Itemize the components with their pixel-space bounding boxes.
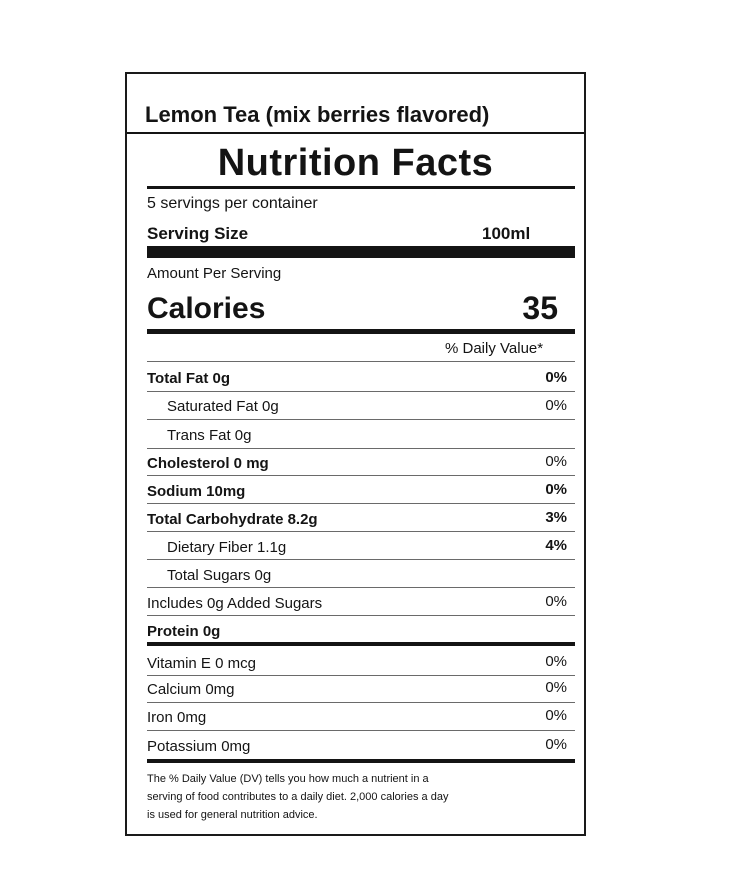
calcium-dv: 0%: [545, 679, 567, 696]
nutrient-total-sugars: Total Sugars 0g: [167, 567, 272, 584]
nutrient-added-sugars-dv: 0%: [545, 593, 567, 610]
nutrient-cholesterol: Cholesterol 0 mg: [147, 455, 269, 472]
footnote-line: The % Daily Value (DV) tells you how much a nutrient in a: [147, 773, 429, 785]
potassium: Potassium 0mg: [147, 738, 251, 755]
nutrition-facts-label: [125, 72, 586, 836]
nutrient-total-carbohydrate: Total Carbohydrate 8.2g: [147, 511, 318, 528]
nutrient-saturated-fat: Saturated Fat 0g: [167, 398, 279, 415]
nutrient-dietary-fiber-dv: 4%: [545, 537, 567, 554]
footnote-line: is used for general nutrition advice.: [147, 809, 318, 821]
amount-per-serving: Amount Per Serving: [147, 265, 282, 282]
vitamin-e: Vitamin E 0 mcg: [147, 655, 256, 672]
potassium-dv: 0%: [545, 736, 567, 753]
calories-label: Calories: [147, 292, 266, 325]
divider: [147, 730, 575, 731]
iron: Iron 0mg: [147, 709, 207, 726]
iron-dv: 0%: [545, 707, 567, 724]
panel-heading: Nutrition Facts: [217, 142, 494, 184]
divider: [147, 391, 575, 392]
nutrient-total-fat: Total Fat 0g: [147, 370, 231, 387]
nutrient-protein: Protein 0g: [147, 623, 221, 640]
serving-size-value: 100ml: [482, 224, 531, 243]
divider: [147, 702, 575, 703]
divider: [147, 475, 575, 476]
divider: [147, 531, 575, 532]
nutrient-total-carbohydrate-dv: 3%: [545, 509, 567, 526]
divider: [147, 587, 575, 588]
serving-size-label: Serving Size: [147, 224, 249, 243]
divider: [147, 615, 575, 616]
nutrient-added-sugars: Includes 0g Added Sugars: [147, 595, 323, 612]
nutrient-saturated-fat-dv: 0%: [545, 397, 567, 414]
thick-divider: [147, 246, 575, 258]
nutrient-total-fat-dv: 0%: [545, 369, 567, 386]
calories-value: 35: [522, 290, 558, 326]
divider: [147, 503, 575, 504]
nutrient-sodium-dv: 0%: [545, 481, 567, 498]
nutrient-sodium: Sodium 10mg: [147, 483, 246, 500]
servings-per-container: 5 servings per container: [147, 195, 318, 212]
footnote-line: serving of food contributes to a daily diet. 2,000 calories a day: [147, 791, 449, 803]
medium-divider: [147, 759, 575, 763]
divider: [147, 419, 575, 420]
thick-divider: [147, 642, 575, 646]
vitamin-e-dv: 0%: [545, 653, 567, 670]
divider: [127, 132, 584, 134]
divider: [147, 675, 575, 676]
product-name: Lemon Tea (mix berries flavored): [145, 102, 490, 127]
divider: [147, 559, 575, 560]
medium-divider: [147, 329, 575, 334]
nutrient-dietary-fiber: Dietary Fiber 1.1g: [167, 539, 287, 556]
divider: [147, 448, 575, 449]
divider: [147, 186, 575, 189]
calcium: Calcium 0mg: [147, 681, 235, 698]
nutrient-trans-fat: Trans Fat 0g: [167, 427, 252, 444]
daily-value-header: % Daily Value*: [445, 340, 544, 357]
nutrient-cholesterol-dv: 0%: [545, 453, 567, 470]
divider: [147, 361, 575, 362]
